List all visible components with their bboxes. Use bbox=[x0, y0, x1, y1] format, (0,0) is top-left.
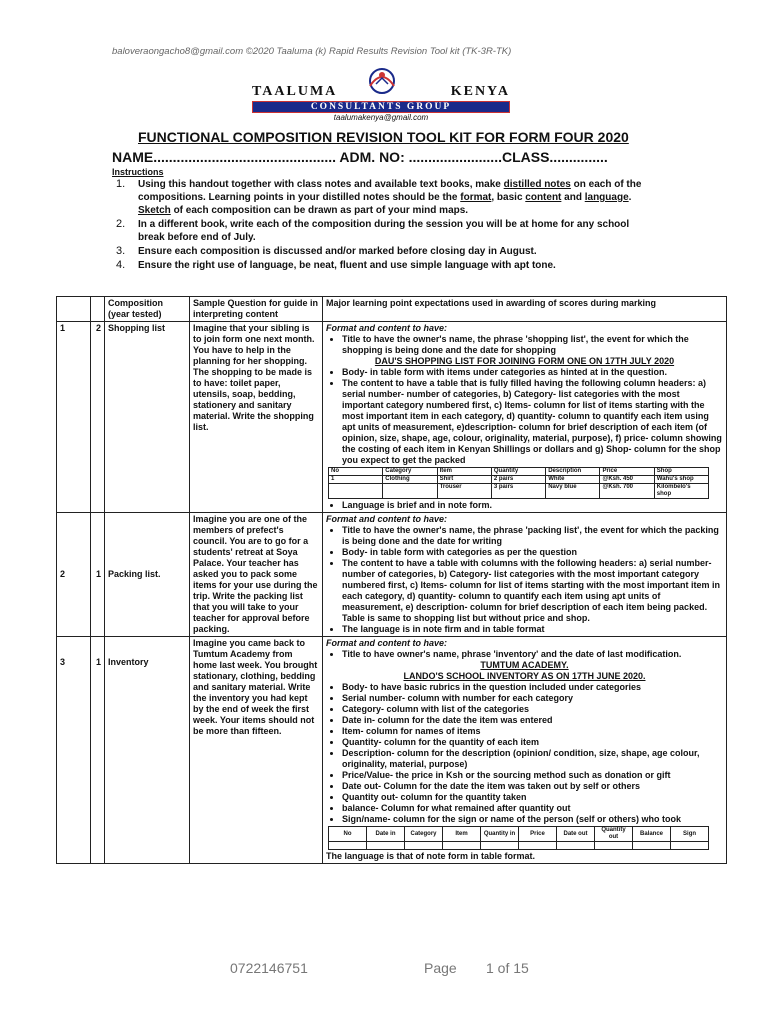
logo-banner bbox=[252, 101, 510, 113]
composition-name: Inventory bbox=[105, 637, 190, 864]
shopping-list-example-table: No Category Item Quantity Description Price Shop 1 Clothing Shirt 2 pairs White @Ksh. 450 Wahu's shop Trouser 3 pairs Navy blue @Ksh. 700 Kilombelo's shop bbox=[328, 467, 709, 499]
instructions-heading: Instructions bbox=[112, 167, 164, 177]
list-item: • Body- to have basic rubrics in the question included under categories bbox=[342, 682, 723, 693]
row-number: 3 bbox=[57, 637, 91, 864]
header-composition: Composition (year tested) bbox=[105, 297, 190, 322]
instructions-list bbox=[112, 178, 652, 273]
sample-question: Imagine you are one of the members of prefect's council. You are to go for a students' retreat at Soya Palace. Your teacher has asked you to pack some items for your use during the trip. Write the packing list that you will take to your teacher for approval before packing. bbox=[190, 513, 323, 637]
instruction-item: 3. Ensure each composition is discussed and/or marked before closing day in August. bbox=[116, 245, 537, 257]
composition-table bbox=[56, 296, 727, 864]
taaluma-emblem-icon bbox=[365, 64, 399, 98]
list-item: • Body- in table form with categories as per the question bbox=[342, 547, 723, 558]
list-item: • Body- in table form with items under categories as hinted at in the question. bbox=[342, 367, 723, 378]
sample-question: Imagine you came back to Tumtum Academy from home last week. You brought stationary, clothing, bedding and sanitary material. Write the inventory you had kept by the end of week the first week. Your items should not be more than fifteen. bbox=[190, 637, 323, 864]
list-item: • Category- column with list of the categories bbox=[342, 704, 723, 715]
student-details-line: NAME............................................... ADM. NO: ........................CLASS............... bbox=[112, 149, 608, 165]
list-item: • Date out- Column for the date the item was taken out by self or others bbox=[342, 781, 723, 792]
list-item: • Title to have the owner's name, the phrase 'shopping list', the event for which the shopping is being done and the date for shopping bbox=[342, 334, 723, 356]
list-item: • Serial number- column with number for each category bbox=[342, 693, 723, 704]
example-subtitle: LANDO'S SCHOOL INVENTORY AS ON 17TH JUNE 2020. bbox=[403, 671, 646, 681]
logo bbox=[252, 64, 510, 122]
row-number: 1 bbox=[57, 322, 91, 513]
list-item: • Description- column for the description (opinion/ condition, size, shape, age colour, originality, material, purpose) bbox=[342, 748, 723, 770]
instruction-item: 2. In a different book, write each of the composition during the session you will be at home for any school break before end of July. bbox=[116, 218, 630, 243]
example-title: TUMTUM ACADEMY. bbox=[480, 660, 569, 670]
times-tested: 2 bbox=[91, 322, 105, 513]
list-item: • Title to have the owner's name, the phrase 'packing list', the event for which the packing is being done and the date for writing bbox=[342, 525, 723, 547]
list-item: • The language is in note firm and in table format bbox=[342, 624, 723, 635]
document-title: FUNCTIONAL COMPOSITION REVISION TOOL KIT FOR FORM FOUR 2020 bbox=[138, 129, 629, 145]
closing-note: The language is that of note form in table format. bbox=[326, 851, 536, 861]
instruction-item: 1. Using this handout together with class notes and available text books, make distilled notes on each of the compositions. Learning points in your distilled notes should be the format, basic content and language. Sketch of each composition can be drawn as part of your mind maps. bbox=[116, 178, 642, 216]
list-item: • The content to have a table with columns with the following headers: a) serial number- number of categories, b) Category- list categories with the most important category numbered first, c) Items- column for list of items starting with the most important item in each category, d) quantity- column to quantify each item using apt units of measurement, e) description- column for brief description of each item being packed. Table is same to shopping list but without price and shop. bbox=[342, 558, 723, 624]
footer-page-label: Page bbox=[424, 960, 457, 976]
learning-points: Format and content to have: • Title to have the owner's name, the phrase 'packing list', the event for which the packing is being done and the date for writing • Body- in table form with categories as per the question • The content to have a table with columns with the following headers: a) serial number- number of categories, b) Category- list categories with the most important category numbered first, c) Items- column for list of items starting with the most important item in each category, d) quantity- column to quantify each item using apt units of measurement, e) description- column for brief description of each item being packed. Table is same to shopping list but without price and shop. • The language is in note firm and in table format bbox=[323, 513, 727, 637]
learning-points: Format and content to have: • Title to have owner's name, phrase 'inventory' and the date of last modification. TUMTUM ACADEMY. LANDO'S SCHOOL INVENTORY AS ON 17TH JUNE 2020. • Body- to have basic rubrics in the question included under categories • Serial number- column with number for each category • Category- column with list of the categories • Date in- column for the date the item was entered • Item- column for names of items • Quantity- column for the quantity of each item • Description- column for the description (opinion/ condition, size, shape, age colour, originality, material, purpose) • Price/Value- the price in Ksh or the sourcing method such as donation or gift • Date out- Column for the date the item was taken out by self or others • Quantity out- column for the quantity taken • balance- Column for what remained after quantity out • Sign/name- column for the sign or name of the person (self or others) who took No Date in Category Item Quantity in Price Date out Quantity out Balance Sign The language is that of note form in table format. bbox=[323, 637, 727, 864]
list-item: • The content to have a table that is fully filled having the following column headers: a) serial number- number of categories, b) Category- list categories with the most important category numbered first, c) Items- column for list of items starting with the most important item in each category, d) quantity- column to quantify each item using apt units of measurement, e)description- column for brief description of each item (of opinion, size, shape, age, colour, originality, material, purpose), f) price- column showing the costing of each item in Kenyan Shillings or dollars and g) Shop- column for the shop you expect to get the packed bbox=[342, 378, 723, 466]
logo-text-right: KENYA bbox=[450, 84, 510, 99]
instruction-item: 4. Ensure the right use of language, be neat, fluent and use simple language with apt tone. bbox=[116, 259, 556, 271]
table-row bbox=[57, 637, 727, 864]
list-item: • balance- Column for what remained after quantity out bbox=[342, 803, 723, 814]
table-header-row bbox=[57, 297, 727, 322]
table-row bbox=[57, 513, 727, 637]
row-number: 2 bbox=[57, 513, 91, 637]
header-email-copyright: baloveraongacho8@gmail.com ©2020 Taaluma (k) Rapid Results Revision Tool kit (TK-3R-TK) bbox=[112, 46, 512, 57]
footer-phone: 0722146751 bbox=[230, 960, 308, 976]
inventory-example-table: No Date in Category Item Quantity in Price Date out Quantity out Balance Sign bbox=[328, 826, 709, 850]
list-item: • Quantity out- column for the quantity taken bbox=[342, 792, 723, 803]
learning-points: Format and content to have: • Title to have the owner's name, the phrase 'shopping list', the event for which the shopping is being done and the date for shopping DAU'S SHOPPING LIST FOR JOINING FORM ONE ON 17TH JULY 2020 • Body- in table form with items under categories as hinted at in the question. • The content to have a table that is fully filled having the following column headers: a) serial number- number of categories, b) Category- list categories with the most important category numbered first, c) Items- column for list of items starting with the most important item in each category, d) quantity- column to quantify each item using apt units of measurement, e)description- column for brief description of each item (of opinion, size, shape, age, colour, originality, material, purpose), f) price- column showing the costing of each item in Kenyan Shillings or dollars and g) Shop- column for the shop you expect to get the packed No Category Item Quantity Description Price Shop 1 Clothing Shirt 2 pairs White @Ksh. 450 Wahu's shop Trouser 3 pairs Navy blue @Ksh. 700 Kilombelo's shop • Language is brief and in note form. bbox=[323, 322, 727, 513]
list-item: • Price/Value- the price in Ksh or the sourcing method such as donation or gift bbox=[342, 770, 723, 781]
logo-email: taalumakenya@gmail.com bbox=[333, 113, 429, 122]
header-sample-question: Sample Question for guide in interpreting content bbox=[190, 297, 323, 322]
example-title: DAU'S SHOPPING LIST FOR JOINING FORM ONE ON 17TH JULY 2020 bbox=[374, 356, 675, 366]
list-item: • Quantity- column for the quantity of each item bbox=[342, 737, 723, 748]
list-item: • Language is brief and in note form. bbox=[342, 500, 723, 511]
composition-name: Shopping list bbox=[105, 322, 190, 513]
list-item: • Date in- column for the date the item was entered bbox=[342, 715, 723, 726]
footer-page-count: 1 of 15 bbox=[486, 960, 529, 976]
logo-banner-text: CONSULTANTS GROUP bbox=[310, 102, 452, 112]
table-row bbox=[57, 322, 727, 513]
times-tested: 1 bbox=[91, 637, 105, 864]
list-item: • Sign/name- column for the sign or name of the person (self or others) who took bbox=[342, 814, 723, 825]
logo-text-left: TAALUMA bbox=[252, 84, 338, 99]
list-item: • Item- column for names of items bbox=[342, 726, 723, 737]
header-learning-points: Major learning point expectations used in awarding of scores during marking bbox=[323, 297, 727, 322]
sample-question: Imagine that your sibling is to join form one next month. You have to help in the planning for her shopping. The shopping to be made is to have: toilet paper, utensils, soap, bedding, stationery and sanitary material. Write the shopping list. bbox=[190, 322, 323, 513]
composition-name: Packing list. bbox=[105, 513, 190, 637]
times-tested: 1 bbox=[91, 513, 105, 637]
list-item: • Title to have owner's name, phrase 'inventory' and the date of last modification. bbox=[342, 649, 723, 660]
